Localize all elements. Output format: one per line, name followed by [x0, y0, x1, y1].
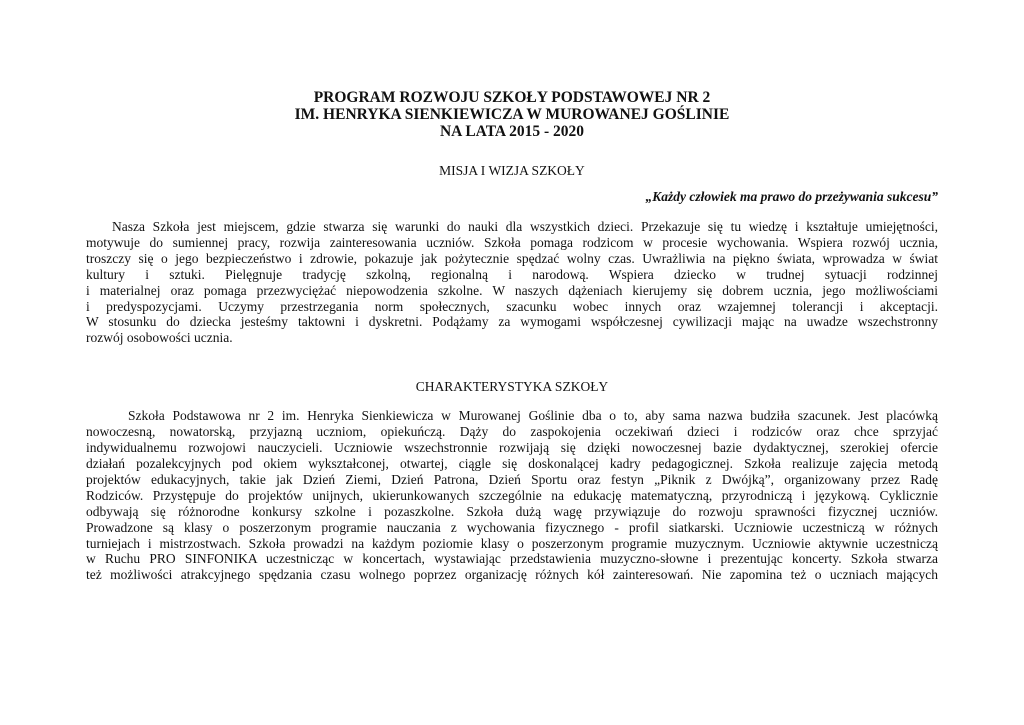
paragraph-line: W stosunku do dziecka jesteśmy taktowni i dyskretni. Podążamy za wymogami współczesnej cywilizacji mając na uwadze wszechstronny [86, 314, 938, 330]
paragraph-line: Nasza Szkoła jest miejscem, gdzie stwarza się warunki do nauki dla wszystkich dzieci. Przekazuje się tu wiedzę i kształtuje umiejętności, [112, 219, 938, 234]
document-title [86, 89, 938, 140]
paragraph-line: w Ruchu PRO SINFONIKA uczestnicząc w koncertach, wystawiając przedstawienia muzyczno-słowne i prezentując koncerty. Szkoła stwarza [86, 551, 938, 567]
characteristics-paragraph [86, 408, 938, 583]
characteristics-heading: CHARAKTERYSTYKA SZKOŁY [415, 379, 609, 395]
paragraph-line: troszczy się o jego bezpieczeństwo i zdrowie, pokazuje jak pożytecznie spędzać wolny czas. Uwrażliwia na piękno świata, wprowadza w świat [86, 250, 938, 266]
paragraph-line: kultury i sztuki. Pielęgnuje tradycję szkolną, regionalną i narodową. Wspiera dziecko w trudnej sytuacji rodzinnej [86, 266, 938, 282]
paragraph-line: turniejach i mistrzostwach. Szkoła prowadzi na każdym poziomie klasy o poszerzonym programie muzycznym. Uczniowie aktywnie uczestniczą [86, 535, 938, 551]
paragraph-line: nowoczesną, nowatorską, przyjazną uczniom, opiekuńczą. Dąży do zaspokojenia oczekiwań dzieci i rodziców oraz chce sprzyjać [86, 424, 938, 440]
paragraph-line: Rodziców. Przystępuje do projektów unijnych, ukierunkowanych szczególnie na edukację matematyczną, przyrodniczą i językową. Cyklicznie [86, 487, 938, 503]
paragraph-line: rozwój osobowości ucznia. [86, 330, 233, 346]
paragraph-line: Prowadzone są klasy o poszerzonym programie nauczania z wychowania fizycznego - profil siatkarski. Uczniowie uczestniczą w różnych [86, 519, 938, 535]
paragraph-line: i predyspozycjami. Uczymy przestrzegania norm społecznych, szacunku wobec innych oraz wzajemnej tolerancji i akceptacji. [86, 298, 938, 314]
mission-paragraph [86, 219, 938, 346]
paragraph-line: indywidualnemu rozwojowi nauczycieli. Uczniowie wszechstronnie rozwijają się dzięki nowoczesnej bazie dydaktycznej, szerokiej ofercie [86, 440, 938, 456]
motto-quote: „Każdy człowiek ma prawo do przeżywania sukcesu” [645, 189, 938, 204]
title-line-2: IM. HENRYKA SIENKIEWICZA W MUROWANEJ GOŚLINIE [294, 106, 730, 123]
paragraph-line: projektów edukacyjnych, takie jak Dzień Ziemi, Dzień Patrona, Dzień Sportu oraz festyn „Piknik z Dwójką”, organizowany przez Radę [86, 471, 938, 487]
mission-heading: MISJA I WIZJA SZKOŁY [439, 163, 585, 178]
paragraph-line: też możliwości atrakcyjnego spędzania czasu wolnego poprzez organizację różnych kół zainteresowań. Nie zapomina też o uczniach mających [86, 567, 938, 583]
paragraph-line: i materialnej oraz pomaga przezwyciężać niepowodzenia szkolne. W naszych dążeniach kierujemy się dobrem ucznia, jego możliwościami [86, 282, 938, 298]
document-page [86, 86, 938, 583]
paragraph-line: motywuje do sumiennej pracy, rozwija zainteresowania uczniów. Szkoła pomaga rodzicom w procesie wychowania. Wspiera rozwój ucznia, [86, 234, 938, 250]
paragraph-line: działań pozalekcyjnych pod okiem wykształconej, otwartej, ciągle się doskonalącej kadry pedagogicznej. Szkoła realizuje zajęcia metodą [86, 455, 938, 471]
title-line-3: NA LATA 2015 - 2020 [439, 123, 585, 140]
title-line-1: PROGRAM ROZWOJU SZKOŁY PODSTAWOWEJ NR 2 [313, 89, 711, 106]
paragraph-line: odbywają się różnorodne konkursy szkolne i pozaszkolne. Szkoła dużą wagę przywiązuje do rozwoju sprawności fizycznej uczniów. [86, 503, 938, 519]
paragraph-line: Szkoła Podstawowa nr 2 im. Henryka Sienkiewicza w Murowanej Goślinie dba o to, aby sama nazwa budziła szacunek. Jest placówką [128, 408, 938, 424]
